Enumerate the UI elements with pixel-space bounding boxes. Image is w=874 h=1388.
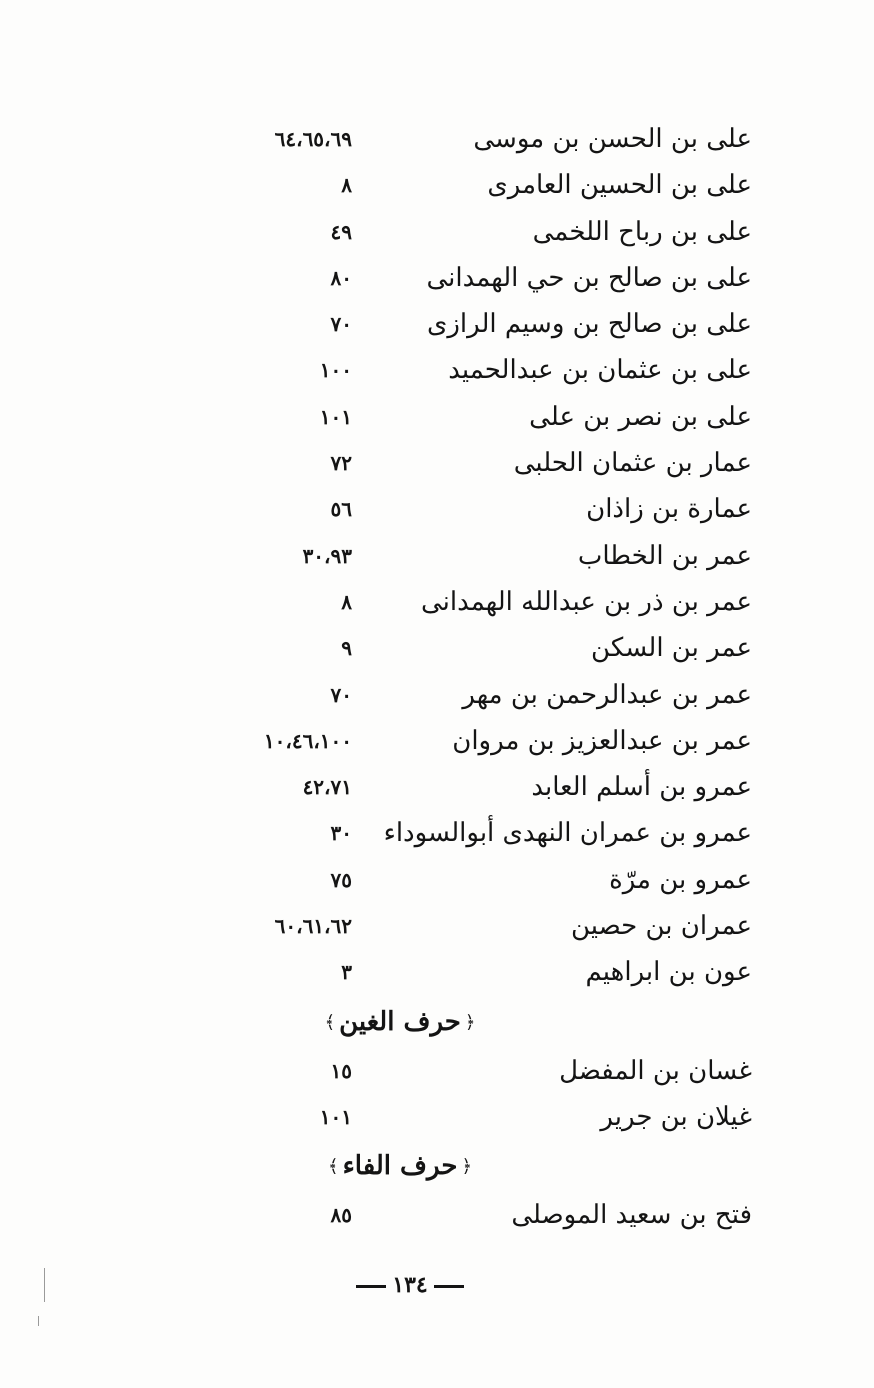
index-entry — [230, 810, 760, 856]
entry-pages: ١٠١ — [319, 1104, 352, 1129]
scan-mark — [38, 1316, 39, 1326]
index-entry — [230, 533, 760, 579]
index-entry — [230, 672, 760, 718]
entry-pages: ٥٦ — [330, 497, 352, 522]
entry-pages: ٨ — [341, 589, 352, 614]
entry-pages: ٨٠ — [330, 265, 352, 290]
entry-name: على بن الحسين العامرى — [487, 170, 752, 201]
index-entry — [230, 764, 760, 810]
entry-name: على بن عثمان بن عبدالحميد — [448, 355, 752, 386]
index-entry — [230, 1048, 760, 1094]
entry-pages: ٨٥ — [330, 1203, 352, 1228]
entry-name: على بن الحسن بن موسى — [473, 124, 752, 154]
name-index-list — [230, 116, 760, 1239]
entry-pages: ١٠٠ — [319, 358, 352, 383]
index-entry — [230, 1192, 760, 1238]
entry-pages: ١٥ — [330, 1058, 352, 1083]
index-entry — [230, 347, 760, 393]
index-entry — [230, 857, 760, 903]
entry-pages: ١٠،٤٦،١٠٠ — [263, 728, 352, 753]
entry-name: على بن رباح اللخمى — [532, 216, 752, 247]
index-entry — [230, 625, 760, 671]
entry-name: عمارة بن زاذان — [586, 494, 752, 525]
scan-mark — [44, 1268, 45, 1302]
entry-name: عمرو بن عمران النهدى أبوالسوداء — [383, 818, 752, 849]
entry-pages: ٣٠،٩٣ — [302, 543, 352, 568]
entry-pages: ٤٩ — [330, 219, 352, 244]
index-entry — [230, 116, 760, 162]
entry-pages: ٩ — [341, 636, 352, 661]
index-entry — [230, 440, 760, 486]
ornament-bracket-icon: ﴿ — [464, 1011, 476, 1033]
index-entry — [230, 718, 760, 764]
entry-name: عون بن ابراهيم — [585, 957, 752, 988]
entry-name: عمران بن حصين — [570, 911, 752, 942]
ornament-bracket-icon: ﴿ — [461, 1156, 472, 1178]
entry-name: عمار بن عثمان الحلبى — [513, 448, 752, 479]
entry-name: عمر بن عبدالعزيز بن مروان — [452, 725, 752, 756]
section-heading-fa — [230, 1140, 760, 1192]
entry-pages: ٨ — [341, 173, 352, 198]
folio-dash — [356, 1285, 386, 1288]
entry-name: عمر بن الخطاب — [577, 540, 752, 571]
entry-name: على بن صالح بن حي الهمدانى — [426, 262, 752, 293]
folio-dash — [434, 1285, 464, 1288]
entry-pages: ٣٠ — [330, 821, 352, 846]
entry-pages: ٣ — [341, 960, 352, 985]
entry-name: غسان بن المفضل — [559, 1055, 752, 1086]
index-entry — [230, 301, 760, 347]
index-entry — [230, 486, 760, 532]
entry-pages: ٧٠ — [330, 312, 352, 337]
entry-pages: ٦٤،٦٥،٦٩ — [274, 127, 352, 151]
index-entry — [230, 209, 760, 255]
index-entry — [230, 394, 760, 440]
entry-name: عمر بن السكن — [591, 633, 752, 664]
page-number — [330, 1268, 490, 1302]
entry-pages: ١٠١ — [319, 404, 352, 429]
section-heading-ghain — [230, 996, 760, 1048]
section-title: حرف الفاء — [342, 1151, 458, 1182]
page-number-text: ١٣٤ — [392, 1272, 428, 1298]
index-entry — [230, 579, 760, 625]
entry-pages: ٦٠،٦١،٦٢ — [274, 914, 352, 939]
entry-pages: ٧٠ — [330, 682, 352, 707]
index-entry — [230, 949, 760, 995]
entry-pages: ٤٢،٧١ — [302, 775, 352, 800]
entry-name: على بن صالح بن وسيم الرازى — [427, 309, 752, 340]
entry-pages: ٧٥ — [330, 867, 352, 892]
ornament-bracket-icon: ﴾ — [324, 1011, 336, 1033]
entry-name: عمرو بن مرّة — [609, 864, 752, 895]
entry-name: على بن نصر بن على — [529, 401, 752, 432]
entry-pages: ٧٢ — [330, 451, 352, 476]
entry-name: فتح بن سعيد الموصلى — [511, 1200, 752, 1231]
index-entry — [230, 255, 760, 301]
index-entry — [230, 903, 760, 949]
entry-name: عمر بن ذر بن عبدالله الهمدانى — [420, 586, 752, 617]
entry-name: عمرو بن أسلم العابد — [531, 772, 752, 803]
entry-name: عمر بن عبدالرحمن بن مهر — [462, 679, 752, 710]
index-entry — [230, 1094, 760, 1140]
ornament-bracket-icon: ﴾ — [328, 1156, 339, 1178]
index-entry — [230, 162, 760, 208]
section-title: حرف الغين — [339, 1006, 461, 1037]
entry-name: غيلان بن جرير — [600, 1101, 752, 1132]
